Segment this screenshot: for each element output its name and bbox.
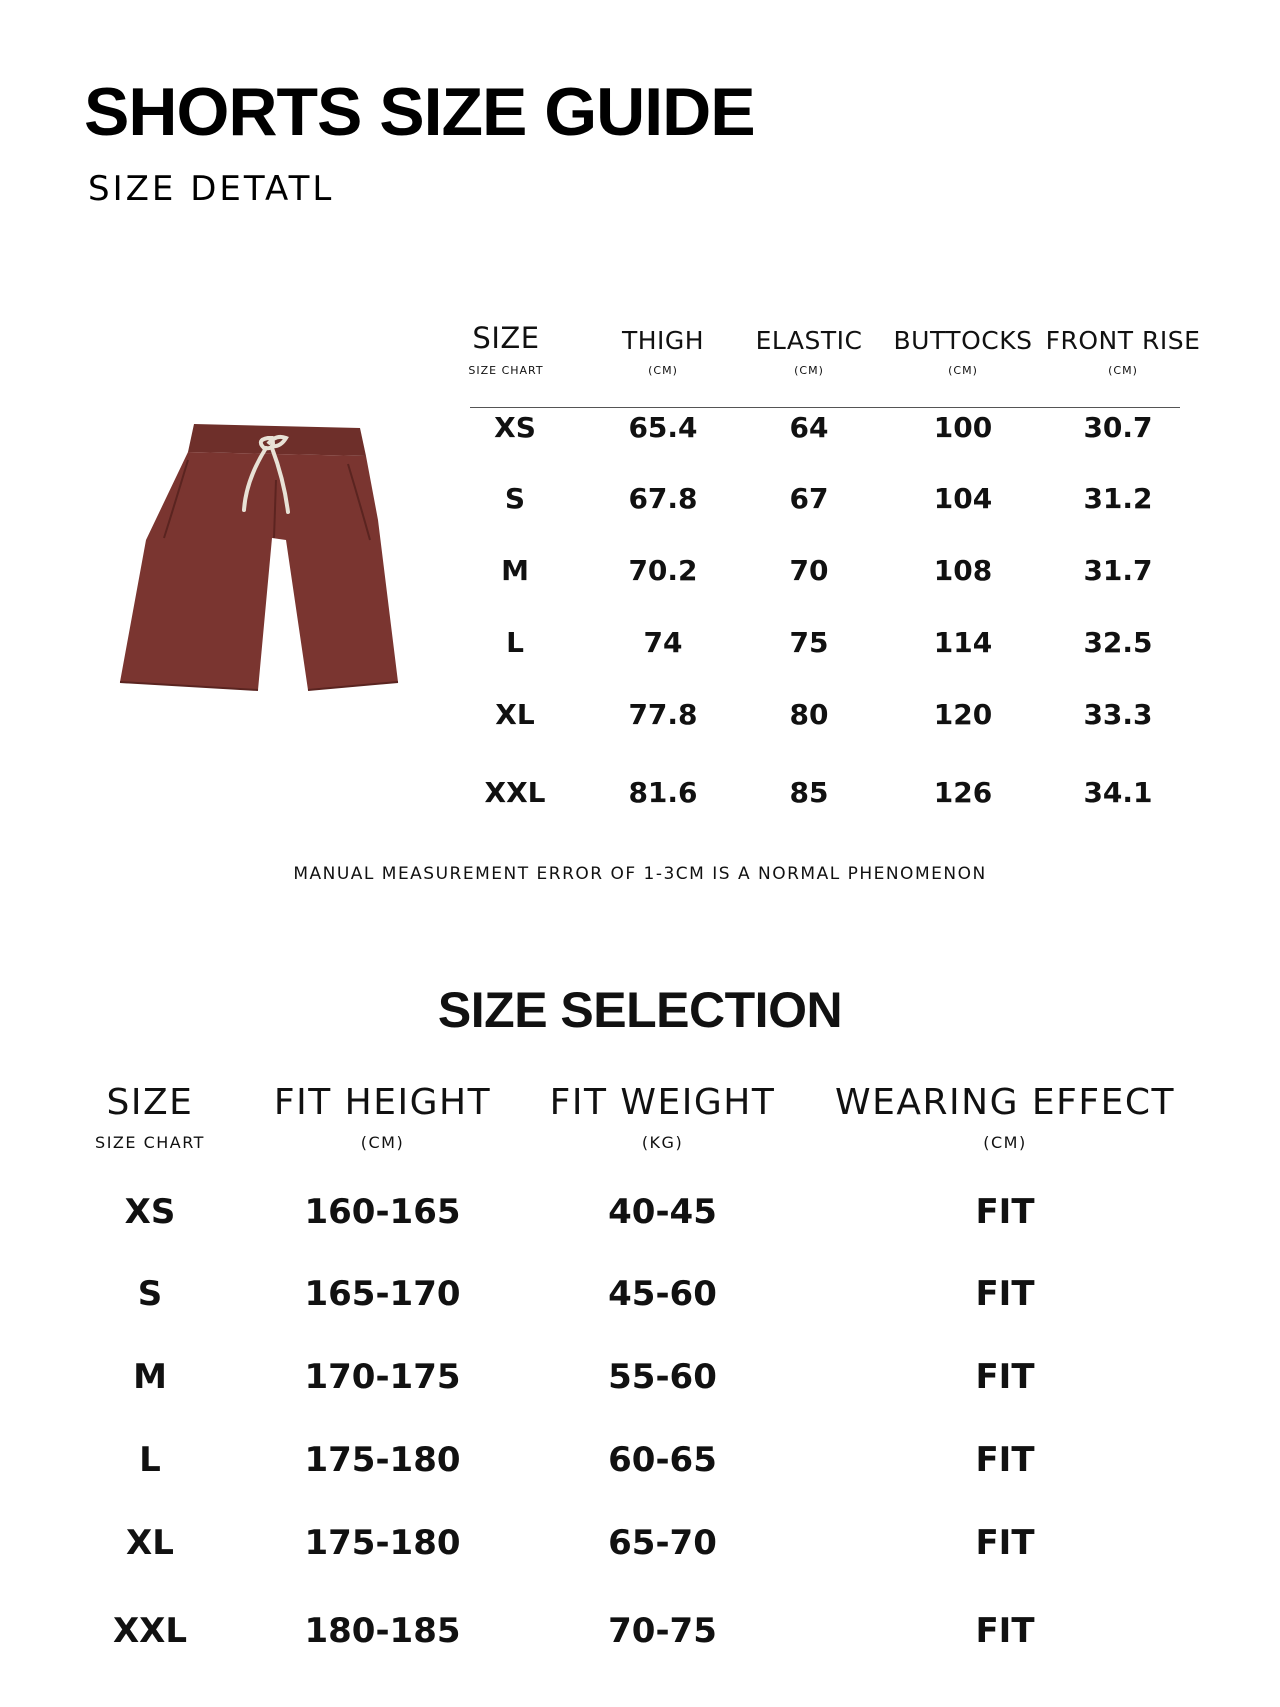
front-rise-cell: 31.7 [1083, 554, 1153, 587]
wearing-effect-cell: FIT [975, 1357, 1035, 1397]
detail-header-size: SIZE SIZE CHART [468, 321, 544, 377]
elastic-cell: 80 [789, 698, 829, 731]
fit-weight-cell: 70-75 [608, 1611, 717, 1651]
thigh-cell: 74 [643, 626, 683, 659]
selection-header-fit-weight: FIT WEIGHT (KG) [549, 1082, 776, 1152]
elastic-cell: 64 [789, 411, 829, 444]
shorts-icon [116, 420, 406, 710]
wearing-effect-cell: FIT [975, 1523, 1035, 1563]
size-cell: XXL [484, 776, 546, 809]
size-cell: M [133, 1357, 167, 1397]
fit-height-cell: 170-175 [304, 1357, 461, 1397]
buttocks-cell: 104 [933, 482, 993, 515]
fit-height-cell: 180-185 [304, 1611, 461, 1651]
size-cell: XL [495, 698, 535, 731]
size-cell: XS [124, 1192, 176, 1232]
wearing-effect-cell: FIT [975, 1192, 1035, 1232]
fit-height-cell: 160-165 [304, 1192, 461, 1232]
size-cell: XXL [112, 1611, 188, 1651]
detail-header-front-rise: FRONT RISE (CM) [1045, 326, 1201, 377]
shorts-product-image [116, 420, 406, 710]
front-rise-cell: 32.5 [1083, 626, 1153, 659]
front-rise-cell: 33.3 [1083, 698, 1153, 731]
size-cell: L [506, 626, 524, 659]
selection-header-size: SIZE SIZE CHART [95, 1082, 205, 1152]
front-rise-cell: 34.1 [1083, 776, 1153, 809]
fit-height-cell: 175-180 [304, 1523, 461, 1563]
fit-weight-cell: 60-65 [608, 1440, 717, 1480]
size-cell: S [504, 482, 526, 515]
size-cell: XS [494, 411, 536, 444]
thigh-cell: 65.4 [628, 411, 698, 444]
page-subtitle: SIZE DETATL [88, 169, 335, 209]
fit-weight-cell: 45-60 [608, 1274, 717, 1314]
detail-header-elastic: ELASTIC (CM) [755, 326, 863, 377]
front-rise-cell: 30.7 [1083, 411, 1153, 444]
size-cell: XL [126, 1523, 174, 1563]
buttocks-cell: 120 [933, 698, 993, 731]
buttocks-cell: 108 [933, 554, 993, 587]
detail-header-buttocks: BUTTOCKS (CM) [893, 326, 1033, 377]
wearing-effect-cell: FIT [975, 1611, 1035, 1651]
fit-weight-cell: 55-60 [608, 1357, 717, 1397]
elastic-cell: 70 [789, 554, 829, 587]
header-divider [470, 407, 1180, 408]
size-cell: L [139, 1440, 161, 1480]
thigh-cell: 70.2 [628, 554, 698, 587]
thigh-cell: 67.8 [628, 482, 698, 515]
size-cell: S [137, 1274, 163, 1314]
elastic-cell: 85 [789, 776, 829, 809]
elastic-cell: 75 [789, 626, 829, 659]
measurement-note: MANUAL MEASUREMENT ERROR OF 1-3CM IS A NORMAL PHENOMENON [293, 864, 987, 884]
buttocks-cell: 100 [933, 411, 993, 444]
fit-height-cell: 165-170 [304, 1274, 461, 1314]
detail-header-thigh: THIGH (CM) [621, 326, 705, 377]
front-rise-cell: 31.2 [1083, 482, 1153, 515]
fit-weight-cell: 40-45 [608, 1192, 717, 1232]
page-title: SHORTS SIZE GUIDE [84, 74, 755, 150]
wearing-effect-cell: FIT [975, 1274, 1035, 1314]
buttocks-cell: 114 [933, 626, 993, 659]
size-selection-title: SIZE SELECTION [437, 982, 843, 1038]
fit-weight-cell: 65-70 [608, 1523, 717, 1563]
size-cell: M [501, 554, 529, 587]
buttocks-cell: 126 [933, 776, 993, 809]
selection-header-fit-height: FIT HEIGHT (CM) [273, 1082, 492, 1152]
fit-height-cell: 175-180 [304, 1440, 461, 1480]
wearing-effect-cell: FIT [975, 1440, 1035, 1480]
elastic-cell: 67 [789, 482, 829, 515]
thigh-cell: 77.8 [628, 698, 698, 731]
thigh-cell: 81.6 [628, 776, 698, 809]
selection-header-wearing-effect: WEARING EFFECT (CM) [835, 1082, 1175, 1152]
